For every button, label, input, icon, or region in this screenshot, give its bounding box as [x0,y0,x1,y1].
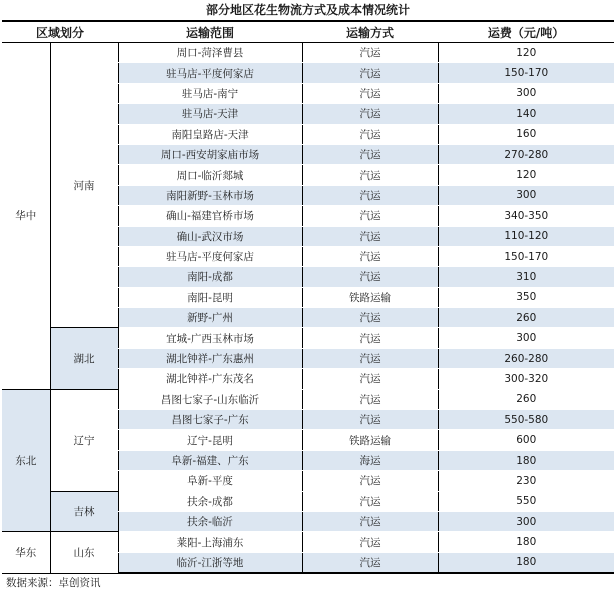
transport-mode-cell: 汽运 [302,185,438,205]
logistics-cost-table [2,20,614,574]
transport-mode-cell: 汽运 [302,165,438,185]
freight-cost-cell: 340-350 [438,206,614,226]
header-row [2,21,614,43]
route-cell: 南阳-成都 [118,267,302,287]
transport-mode-cell: 汽运 [302,410,438,430]
freight-cost-cell: 300 [438,328,614,348]
province-cell: 吉林 [50,491,118,532]
route-cell: 阜新-福建、广东 [118,450,302,470]
table-row [2,389,614,409]
freight-cost-cell: 550-580 [438,410,614,430]
transport-mode-cell: 汽运 [302,389,438,409]
route-cell: 周口-菏泽曹县 [118,43,302,63]
freight-cost-cell: 260 [438,308,614,328]
freight-cost-cell: 600 [438,430,614,450]
freight-cost-cell: 180 [438,532,614,552]
route-cell: 周口-临沂郯城 [118,165,302,185]
transport-mode-cell: 汽运 [302,532,438,552]
route-cell: 周口-西安胡家庙市场 [118,144,302,164]
transport-mode-cell: 汽运 [302,308,438,328]
route-cell: 辽宁-昆明 [118,430,302,450]
transport-mode-cell: 海运 [302,450,438,470]
data-source-note: 数据来源：卓创资讯 [6,577,101,590]
route-cell: 昌图七家子-广东 [118,410,302,430]
route-cell: 驻马店-平度何家店 [118,63,302,83]
freight-cost-cell: 300-320 [438,369,614,389]
transport-mode-cell: 汽运 [302,246,438,266]
region-cell: 东北 [2,389,50,532]
header-mode: 运输方式 [302,21,438,43]
route-cell: 湖北钟祥-广东茂名 [118,369,302,389]
province-cell: 河南 [50,43,118,328]
freight-cost-cell: 180 [438,450,614,470]
route-cell: 阜新-平度 [118,471,302,491]
route-cell: 临沂-江浙等地 [118,552,302,573]
freight-cost-cell: 140 [438,104,614,124]
transport-mode-cell: 汽运 [302,83,438,103]
province-cell: 湖北 [50,328,118,389]
transport-mode-cell: 汽运 [302,144,438,164]
transport-mode-cell: 汽运 [302,348,438,368]
route-cell: 新野-广州 [118,308,302,328]
route-cell: 南阳-昆明 [118,287,302,307]
header-range: 运输范围 [118,21,302,43]
freight-cost-cell: 120 [438,165,614,185]
table-row [2,491,614,511]
transport-mode-cell: 汽运 [302,552,438,573]
freight-cost-cell: 230 [438,471,614,491]
route-cell: 确山-福建官桥市场 [118,206,302,226]
table-title: 部分地区花生物流方式及成本情况统计 [205,3,410,17]
transport-mode-cell: 汽运 [302,206,438,226]
table-body [2,43,614,574]
route-cell: 驻马店-南宁 [118,83,302,103]
transport-mode-cell: 汽运 [302,63,438,83]
route-cell: 昌图七家子-山东临沂 [118,389,302,409]
freight-cost-cell: 550 [438,491,614,511]
header-region: 区域划分 [2,21,118,43]
freight-cost-cell: 310 [438,267,614,287]
transport-mode-cell: 铁路运输 [302,287,438,307]
province-cell: 山东 [50,532,118,573]
region-cell: 华中 [2,43,50,390]
transport-mode-cell: 汽运 [302,491,438,511]
freight-cost-cell: 150-170 [438,63,614,83]
freight-cost-cell: 300 [438,511,614,531]
route-cell: 南阳皇路店-天津 [118,124,302,144]
freight-cost-cell: 260 [438,389,614,409]
transport-mode-cell: 汽运 [302,267,438,287]
freight-cost-cell: 110-120 [438,226,614,246]
freight-cost-cell: 120 [438,43,614,63]
route-cell: 南阳新野-玉林市场 [118,185,302,205]
freight-cost-cell: 150-170 [438,246,614,266]
route-cell: 莱阳-上海浦东 [118,532,302,552]
province-cell: 辽宁 [50,389,118,491]
freight-cost-cell: 260-280 [438,348,614,368]
transport-mode-cell: 汽运 [302,124,438,144]
transport-mode-cell: 汽运 [302,511,438,531]
freight-cost-cell: 180 [438,552,614,573]
route-cell: 驻马店-平度何家店 [118,246,302,266]
transport-mode-cell: 汽运 [302,369,438,389]
freight-cost-cell: 160 [438,124,614,144]
transport-mode-cell: 汽运 [302,328,438,348]
transport-mode-cell: 汽运 [302,104,438,124]
route-cell: 宜城-广西玉林市场 [118,328,302,348]
freight-cost-cell: 270-280 [438,144,614,164]
transport-mode-cell: 汽运 [302,471,438,491]
transport-mode-cell: 汽运 [302,226,438,246]
transport-mode-cell: 汽运 [302,43,438,63]
freight-cost-cell: 300 [438,83,614,103]
route-cell: 驻马店-天津 [118,104,302,124]
table-row [2,43,614,63]
region-cell: 华东 [2,532,50,573]
route-cell: 扶余-临沂 [118,511,302,531]
freight-cost-cell: 300 [438,185,614,205]
table-row [2,532,614,552]
route-cell: 扶余-成都 [118,491,302,511]
freight-cost-cell: 350 [438,287,614,307]
table-row [2,328,614,348]
transport-mode-cell: 铁路运输 [302,430,438,450]
route-cell: 确山-武汉市场 [118,226,302,246]
route-cell: 湖北钟祥-广东惠州 [118,348,302,368]
header-cost: 运费（元/吨） [438,21,614,43]
